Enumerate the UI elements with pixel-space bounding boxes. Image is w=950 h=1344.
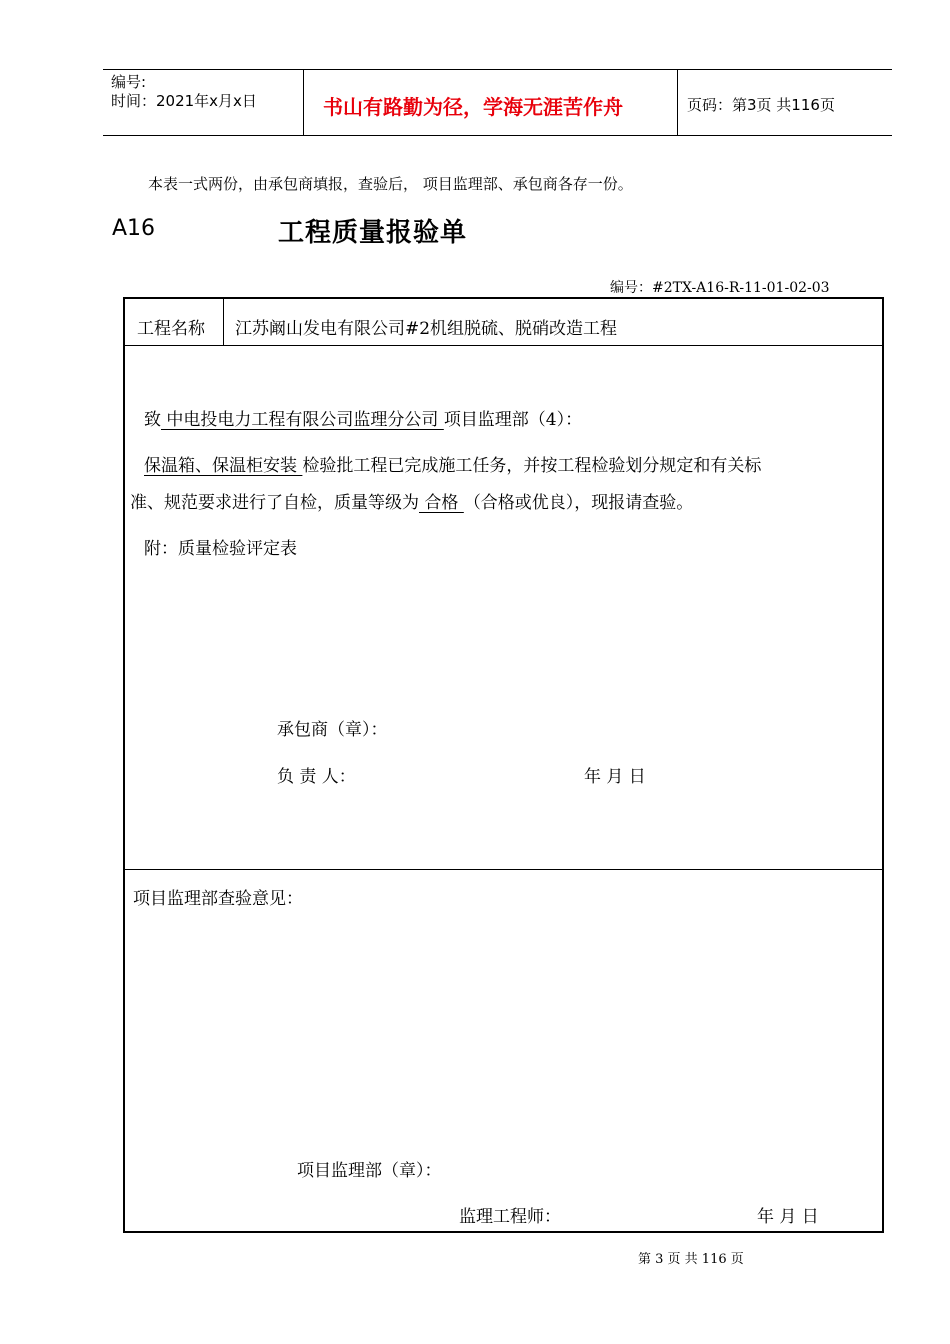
document-number: 编号：#2TX-A16-R-11-01-02-03: [610, 280, 830, 296]
header-top-rule: [103, 69, 892, 70]
person-in-charge-label: 负 责 人：: [277, 767, 356, 787]
page-title: 工程质量报验单: [278, 218, 468, 248]
row-divider-1: [125, 345, 882, 346]
body-line-2: [130, 488, 693, 513]
form-code: A16: [112, 216, 156, 241]
attachment-line: 附：质量检验评定表: [144, 539, 297, 559]
supervision-seal-label: 项目监理部（章）：: [297, 1161, 442, 1181]
supervising-engineer-label: 监理工程师：: [459, 1207, 561, 1227]
project-name-label: 工程名称: [137, 319, 205, 339]
row-divider-2: [125, 869, 882, 870]
project-name-value: 江苏阚山发电有限公司#2机组脱硫、脱硝改造工程: [235, 319, 618, 339]
header-number-label: 编号:: [111, 73, 147, 91]
body-line-2-suffix: （合格或优良），现报请查验。: [463, 493, 694, 513]
body-line-1-text: 检验批工程已完成施工任务，并按工程检验划分规定和有关标: [302, 456, 762, 476]
distribution-note: 本表一式两份，由承包商填报，查验后， 项目监理部、承包商各存一份。: [148, 175, 633, 193]
header-page-info: 页码：第3页 共116页: [687, 96, 835, 114]
header-motto: 书山有路勤为径，学海无涯苦作舟: [323, 95, 623, 119]
header-bottom-rule: [103, 135, 892, 136]
review-opinion-label: 项目监理部查验意见：: [133, 889, 303, 909]
contractor-seal-label: 承包商（章）：: [277, 720, 388, 740]
header-divider-right: [677, 69, 678, 136]
page-footer: 第 3 页 共 116 页: [638, 1252, 744, 1267]
project-label-divider: [223, 299, 224, 345]
addressee-prefix: 致: [144, 410, 161, 430]
supervision-date-label: 年 月 日: [757, 1207, 819, 1227]
body-line-1: [144, 451, 761, 476]
header-time-label: 时间：2021年x月x日: [111, 92, 257, 110]
header-divider-left: [303, 69, 304, 136]
quality-grade: 合格: [419, 493, 464, 513]
addressee-organization: 中电投电力工程有限公司监理分公司: [161, 410, 444, 430]
body-line-2-prefix: 准、规范要求进行了自检，质量等级为: [130, 493, 419, 513]
inspection-form: [123, 297, 884, 1233]
inspection-item-name: 保温箱、保温柜安装: [144, 456, 303, 476]
contractor-date-label: 年 月 日: [584, 767, 646, 787]
addressee-suffix: 项目监理部（4）：: [443, 410, 583, 430]
addressee-line: [144, 405, 582, 430]
